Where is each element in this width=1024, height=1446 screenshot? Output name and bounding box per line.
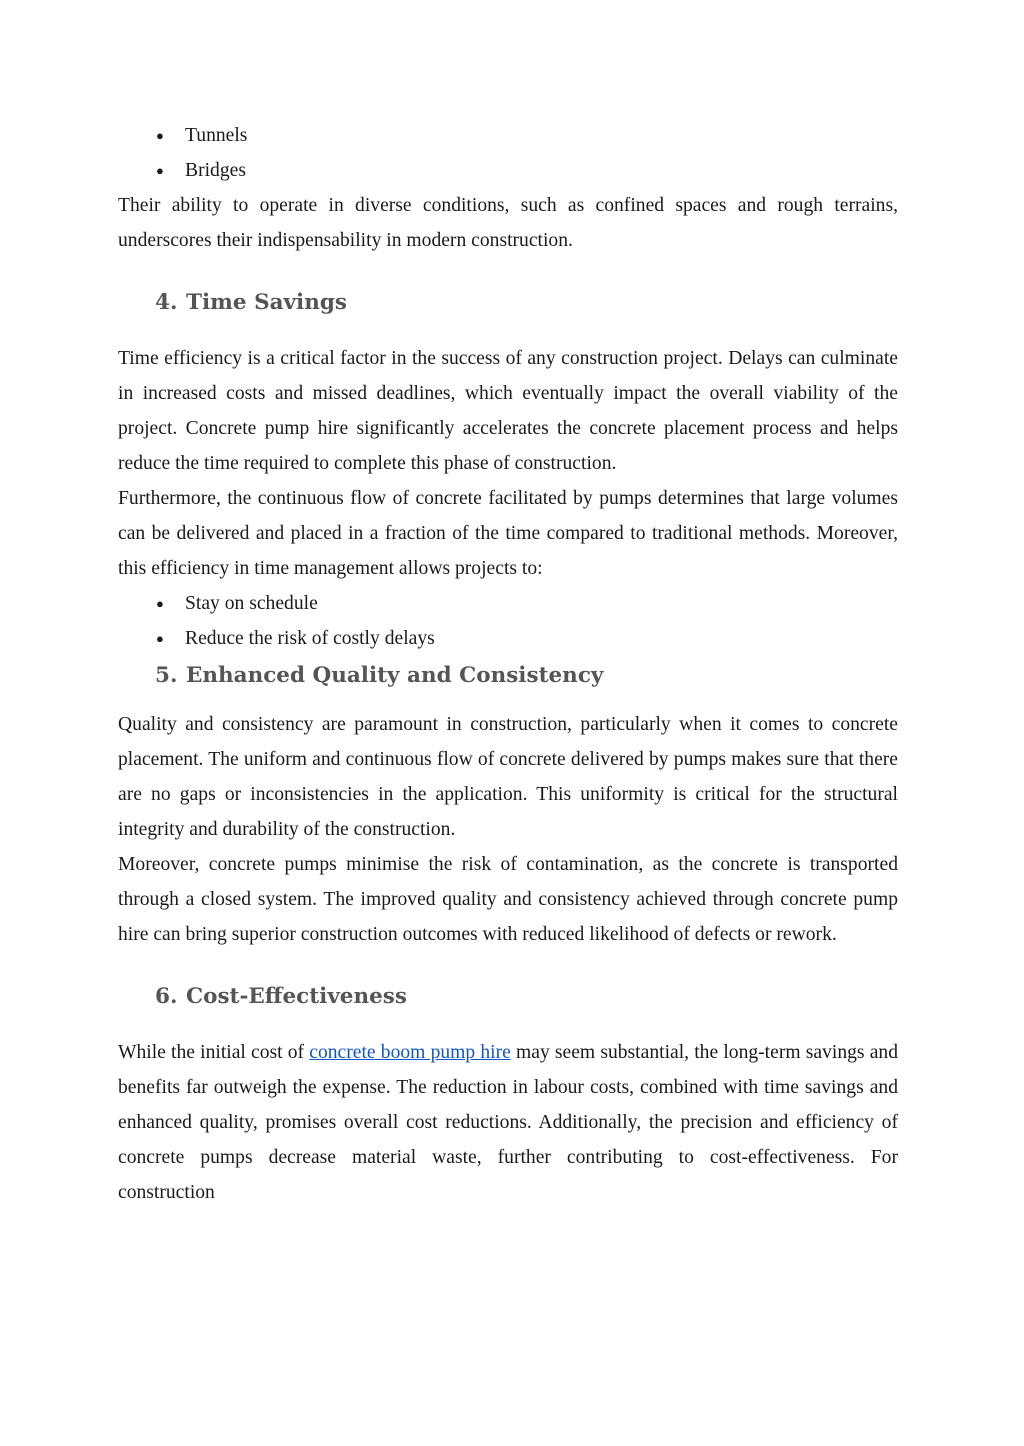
list-item-text: Reduce the risk of costly delays [185,628,435,649]
bullet-icon: ● [156,596,164,611]
list-item-text: Stay on schedule [185,593,318,614]
concrete-boom-pump-hire-link[interactable]: concrete boom pump hire [309,1042,511,1063]
section-title: Time Savings [186,290,347,315]
intro-bullet-list [118,118,898,188]
section-heading [118,656,898,696]
section-title: Enhanced Quality and Consistency [186,663,604,688]
paragraph: Quality and consistency are paramount in construction, particularly when it comes to concrete placement. The uniform and continuous flow of concrete delivered by pumps makes sure that there are no gaps or inconsistencies in the application. This uniformity is critical for the structural integrity and durability of the construction. [118,714,898,840]
section-heading [118,276,898,330]
list-item [118,118,898,153]
section-number: 6. [155,984,178,1009]
section4-bullet-list [118,586,898,656]
section-number: 5. [155,663,178,688]
bullet-icon: ● [156,163,164,178]
bullet-icon: ● [156,128,164,143]
intro-paragraph: Their ability to operate in diverse conditions, such as confined spaces and rough terrains, underscores their indispensability in modern construction. [118,195,898,251]
section-heading [118,970,898,1024]
list-item [118,621,898,656]
list-item-text: Bridges [185,160,246,181]
paragraph-text: While the initial cost of [118,1042,310,1063]
paragraph: Time efficiency is a critical factor in the success of any construction project. Delays can culminate in increased costs and missed deadlines, which eventually impact the overall viability of the project. Concrete pump hire significantly accelerates the concrete placement process and helps reduce the time required to complete this phase of construction. [118,348,898,474]
list-item-text: Tunnels [185,125,248,146]
section-title: Cost-Effectiveness [186,984,408,1009]
list-item [118,153,898,188]
section-number: 4. [155,290,178,315]
document-page [118,0,898,1210]
list-item [118,586,898,621]
paragraph: Furthermore, the continuous flow of concrete facilitated by pumps determines that large volumes can be delivered and placed in a fraction of the time compared to traditional methods. Moreover, this efficiency in time management allows projects to: [118,488,898,579]
paragraph-text: may seem substantial, the long-term savings and benefits far outweigh the expense. The reduction in labour costs, combined with time savings and enhanced quality, promises overall cost reductions. Additionally, the precision and efficiency of concrete pumps decrease material waste, further contributing to cost-effectiveness. For construction [118,1042,898,1203]
bullet-icon: ● [156,631,164,646]
paragraph: Moreover, concrete pumps minimise the risk of contamination, as the concrete is transported through a closed system. The improved quality and consistency achieved through concrete pump hire can bring superior construction outcomes with reduced likelihood of defects or rework. [118,854,898,945]
paragraph [118,1035,898,1210]
